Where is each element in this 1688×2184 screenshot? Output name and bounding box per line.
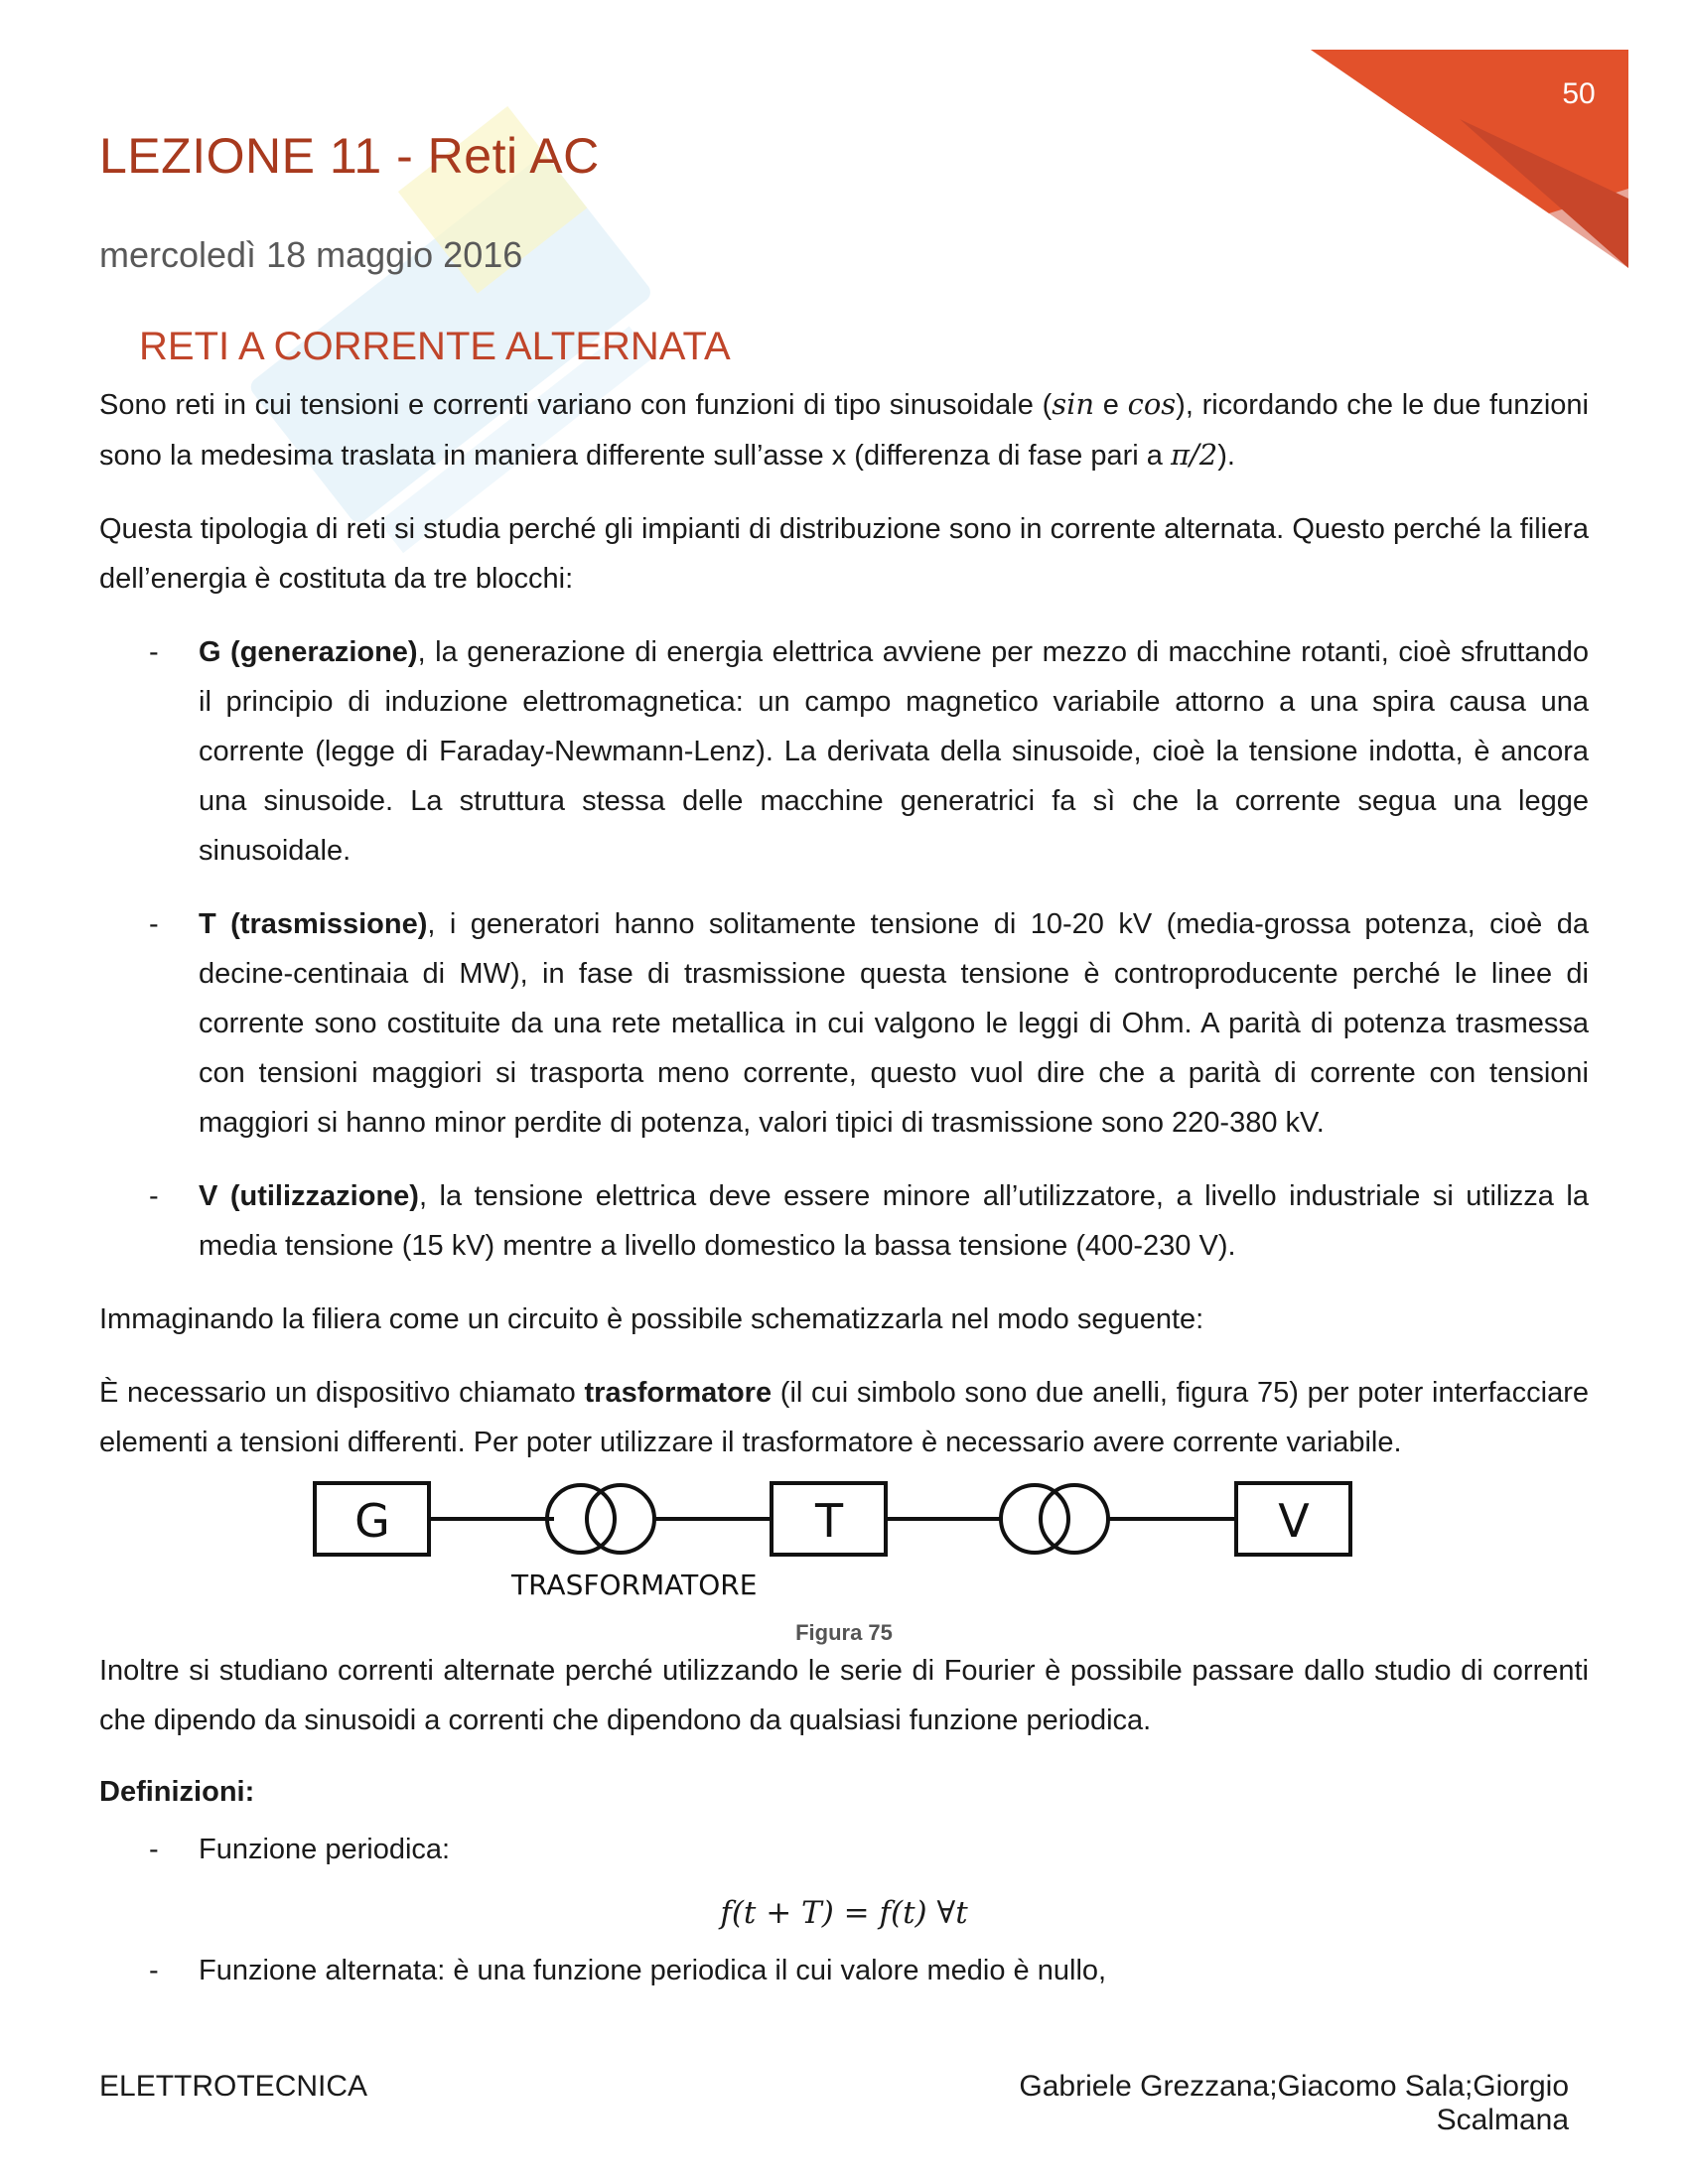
list-item — [99, 1946, 1589, 1995]
list-item-transmission — [99, 899, 1589, 1148]
block-label: T (trasmissione) — [199, 908, 428, 940]
list-item — [99, 1825, 1589, 1874]
definitions-list-2 — [99, 1946, 1589, 1995]
lesson-title: LEZIONE 11 - Reti AC — [99, 128, 600, 184]
transformer-annotation: TRASFORMATORE — [511, 1569, 758, 1601]
figure-75 — [99, 1477, 1589, 1646]
transformer-bold: trasformatore — [584, 1377, 773, 1409]
definition-text: Funzione alternata: è una funzione periodica il cui valore medio è nullo, — [199, 1955, 1107, 1986]
intro-text-c: ). — [1217, 440, 1235, 472]
page-content — [99, 379, 1589, 2009]
cos-symbol: cos — [1127, 387, 1177, 421]
definitions-heading — [99, 1767, 1589, 1817]
transformer-text-b: (il cui simbolo sono due anelli, figura 75) per poter interfacciare elementi a tensioni differenti. Per poter utilizzare il trasformatore è necessario avere corrente variabile. — [99, 1377, 1590, 1458]
circuit-intro: Immaginando la filiera come un circuito è possibile schematizzarla nel modo seguente: — [99, 1303, 1204, 1335]
box-t-label: T — [814, 1494, 844, 1548]
list-item-generation — [99, 627, 1589, 876]
transformer-paragraph — [99, 1368, 1589, 1467]
transformer-ring-2a — [1001, 1485, 1068, 1553]
block-text: , la tensione elettrica deve essere minore all’utilizzatore, a livello industriale si utilizza la media tensione (15 kV) mentre a livello domestico la bassa tensione (400-230 V). — [199, 1180, 1589, 1262]
intro-text-a: Sono reti in cui tensioni e correnti variano con funzioni di tipo sinusoidale ( — [99, 389, 1053, 421]
intro-paragraph — [99, 379, 1589, 480]
list-item-utilization — [99, 1171, 1589, 1271]
block-text: , la generazione di energia elettrica avviene per mezzo di macchine rotanti, cioè sfruttando il principio di induzione elettromagnetica: un campo magnetico variabile attorno a una spira causa una corrente (legge di Faraday-Newmann-Lenz). La derivata della sinusoide, cioè la tensione indotta, è ancora una sinusoide. La struttura stessa delle macchine generatrici fa sì che la corrente segua una legge sinusoidale. — [199, 636, 1589, 867]
definitions-heading-text: Definizioni: — [99, 1776, 255, 1808]
definition-text: Funzione periodica: — [199, 1834, 451, 1865]
lesson-date: mercoledì 18 maggio 2016 — [99, 234, 523, 275]
energy-blocks-list — [99, 627, 1589, 1271]
block-text: , i generatori hanno solitamente tensione di 10-20 kV (media-grossa potenza, cioè da decine-centinaia di MW), in fase di trasmissione questa tensione è controproducente perché le linee di corrente sono costituite da una rete metallica in cui valgono le leggi di Ohm. A parità di potenza trasmessa con tensioni maggiori si trasporta meno corrente, questo vuol dire che a parità di corrente con tensioni maggiori si hanno minor perdite di potenza, valori tipici di trasmissione sono 220-380 kV. — [199, 908, 1590, 1139]
footer-course: ELETTROTECNICA — [99, 2070, 368, 2103]
block-label: V (utilizzazione) — [199, 1180, 419, 1212]
footer-authors: Gabriele Grezzana;Giacomo Sala;Giorgio Scalmana — [1019, 2070, 1569, 2136]
page-number: 50 — [1562, 77, 1596, 110]
transformer-ring-2b — [1041, 1485, 1108, 1553]
transformer-ring-1a — [547, 1485, 615, 1553]
box-g-label: G — [354, 1494, 390, 1548]
section-title: RETI A CORRENTE ALTERNATA — [139, 325, 731, 368]
box-v-label: V — [1278, 1494, 1310, 1548]
intro-text-b: ), ricordando che le due funzioni sono la medesima traslata in maniera differente sull’asse x (differenza di fase pari a — [99, 389, 1589, 472]
sin-symbol: sin — [1052, 387, 1095, 421]
intro-and: e — [1094, 389, 1128, 421]
distribution-paragraph: Questa tipologia di reti si studia perché gli impianti di distribuzione sono in corrente alternata. Questo perché la filiera dell’energia è costituta da tre blocchi: — [99, 513, 1589, 595]
transformer-ring-1b — [587, 1485, 654, 1553]
block-label: G (generazione) — [199, 636, 418, 668]
figure-caption: Figura 75 — [795, 1620, 893, 1645]
transformer-text-a: È necessario un dispositivo chiamato — [99, 1377, 585, 1409]
pi-half-symbol: π/2 — [1170, 438, 1218, 472]
definitions-list — [99, 1825, 1589, 1874]
fourier-paragraph: Inoltre si studiano correnti alternate perché utilizzando le serie di Fourier è possibile passare dallo studio di correnti che dipendo da sinusoidi a correnti che dipendono da qualsiasi funzione periodica. — [99, 1655, 1589, 1736]
circuit-diagram — [313, 1477, 1375, 1606]
periodic-formula: f(t + T) = f(t) ∀t — [720, 1895, 968, 1931]
